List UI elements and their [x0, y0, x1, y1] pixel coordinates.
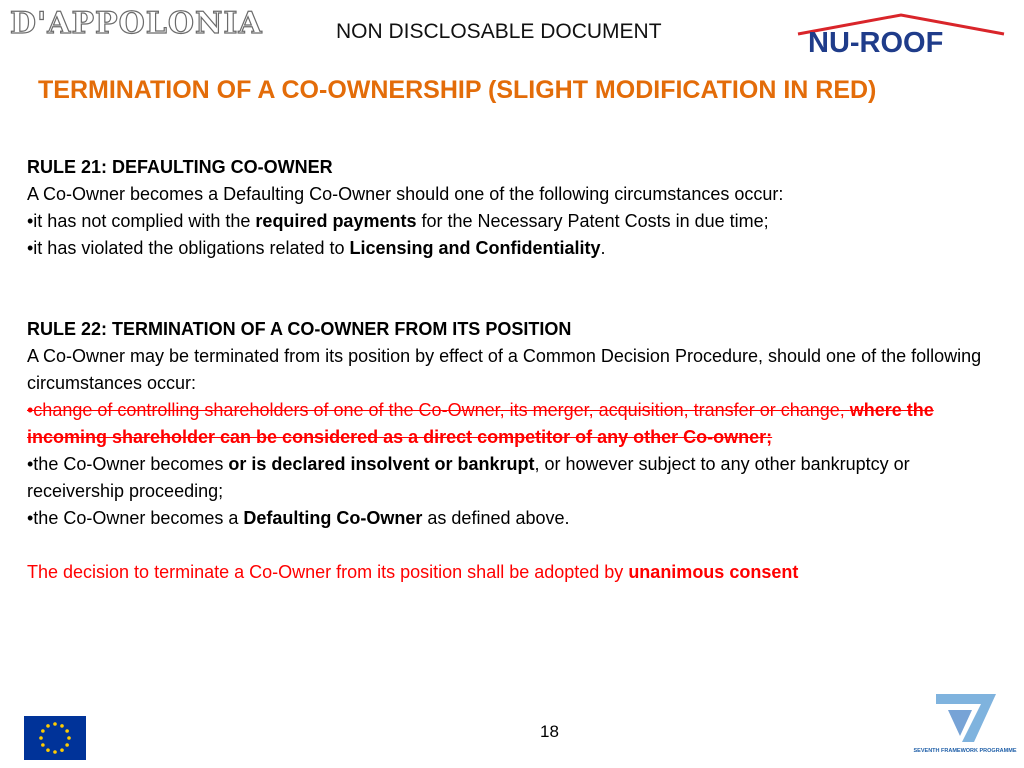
rule21-intro: A Co-Owner becomes a Defaulting Co-Owner should one of the following circumstances occur: — [27, 184, 784, 204]
document-classification-label: NON DISCLOSABLE DOCUMENT — [336, 20, 662, 43]
rule21-heading: RULE 21: DEFAULTING CO-OWNER — [27, 157, 333, 177]
seventh-framework-programme-logo — [913, 690, 1017, 762]
eu-star-icon — [60, 748, 64, 752]
decision-note: The decision to terminate a Co-Owner from its position shall be adopted by unanimous consent — [27, 562, 799, 582]
eu-flag-icon — [24, 716, 86, 760]
eu-star-icon — [41, 729, 45, 733]
slide-title: TERMINATION OF A CO-OWNERSHIP (SLIGHT MODIFICATION IN RED) — [38, 76, 877, 104]
eu-star-icon — [46, 748, 50, 752]
eu-star-icon — [39, 736, 43, 740]
page-number: 18 — [540, 722, 559, 741]
eu-star-icon — [65, 729, 69, 733]
eu-star-icon — [53, 750, 57, 754]
rule22-intro: A Co-Owner may be terminated from its position by effect of a Common Decision Procedure, should one of the following circumstances occur: — [27, 346, 982, 393]
spacer — [27, 262, 1002, 316]
eu-star-icon — [53, 722, 57, 726]
rule21-bullet-1: •it has not complied with the required payments for the Necessary Patent Costs in due time; — [27, 211, 769, 231]
spacer — [27, 532, 1002, 559]
nu-roof-logo-text: NU-ROOF — [808, 27, 944, 59]
eu-star-icon — [67, 736, 71, 740]
rule22-bullet-1-deleted: •change of controlling shareholders of one of the Co-Owner, its merger, acquisition, transfer or change, where the incoming shareholder can be considered as a direct competitor of any other Co-owner; — [27, 400, 934, 447]
eu-star-icon — [46, 724, 50, 728]
eu-star-icon — [60, 724, 64, 728]
fp7-logo-text: SEVENTH FRAMEWORK PROGRAMME — [913, 748, 1017, 754]
rule21-bullet-2: •it has violated the obligations related to Licensing and Confidentiality. — [27, 238, 606, 258]
eu-star-icon — [65, 743, 69, 747]
rule22-heading: RULE 22: TERMINATION OF A CO-OWNER FROM ITS POSITION — [27, 319, 572, 339]
rule22-bullet-2: •the Co-Owner becomes or is declared insolvent or bankrupt, or however subject to any other bankruptcy or receivership proceeding; — [27, 454, 910, 501]
eu-star-icon — [41, 743, 45, 747]
dappolonia-logo: D'APPOLONIA — [10, 6, 263, 41]
rule22-bullet-3: •the Co-Owner becomes a Defaulting Co-Owner as defined above. — [27, 508, 570, 528]
slide-body — [27, 154, 1002, 586]
nu-roof-logo — [794, 12, 1008, 59]
